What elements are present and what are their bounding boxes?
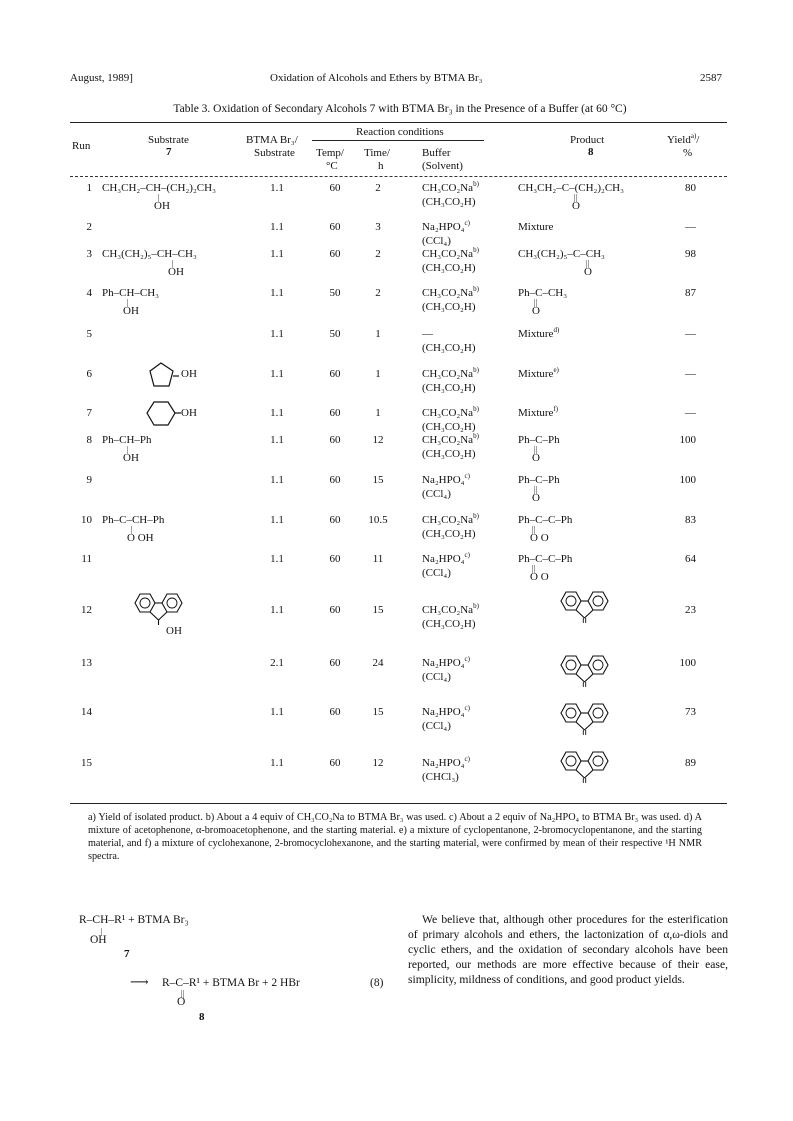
temperature: 60 (329, 757, 341, 769)
solvent: (CH₃CO₂H) (422, 448, 476, 460)
btma-ratio: 1.1 (270, 182, 284, 194)
solvent: (CCl₄) (422, 488, 451, 500)
run-number: 8 (86, 434, 92, 446)
buffer-salt (422, 757, 470, 770)
scheme-product: R–C–R¹ + BTMA Br + 2 HBr (162, 977, 300, 989)
temperature: 60 (329, 706, 341, 718)
buffer-name: CH₃CO₂Na (422, 514, 474, 526)
buffer-footnote-mark: b) (473, 602, 479, 610)
double-bond-mark: || (532, 564, 536, 573)
temperature: 50 (329, 328, 341, 340)
col-substrate-num: 7 (166, 146, 172, 158)
solvent: (CH₃CO₂H) (422, 196, 476, 208)
time: 15 (372, 474, 384, 486)
yield-value: 73 (685, 706, 696, 718)
buffer-name: CH₃CO₂Na (422, 434, 474, 446)
solvent: (CH₃CO₂H) (422, 618, 476, 630)
double-bond-mark: || (534, 298, 538, 307)
buffer-footnote-mark: c) (464, 219, 470, 227)
table-bottom-rule (70, 803, 727, 804)
temperature: 60 (329, 474, 341, 486)
table-footnotes: a) Yield of isolated product. b) About a 4 equiv of CH₃CO₂Na to BTMA Br₃ was used. c) About a 2 equiv of Na₂HPO₄ to BTMA Br₃ was used. d) A mixture of acetophenone, α-bromoacetophenone, and the starting material. e) a mixture of cyclopentanone, 2-bromocyclopentanone, and the starting material, and f) a mixture of cyclohexanone, 2-bromocyclohexanone, and the starting material, were confirmed by mean of their respective ¹H NMR spectra. (88, 812, 702, 862)
btma-ratio: 1.1 (270, 604, 284, 616)
product-name: Ph–C–CH₃ (518, 287, 568, 299)
product-name: Ph–C–C–Ph (518, 553, 573, 565)
buffer-footnote-mark: c) (464, 551, 470, 559)
substrate-hydroxyl: O OH (127, 532, 154, 544)
buffer-salt (422, 182, 479, 195)
buffer-name: CH₃CO₂Na (422, 368, 474, 380)
yield-value: — (685, 368, 696, 380)
buffer-footnote-mark: c) (464, 704, 470, 712)
buffer-salt (422, 553, 470, 566)
buffer-footnote-mark: b) (473, 180, 479, 188)
buffer-footnote-mark: c) (464, 755, 470, 763)
buffer-salt (422, 407, 479, 420)
btma-ratio: 1.1 (270, 287, 284, 299)
col-temp-1: Temp/ (316, 147, 344, 159)
yield-value: 87 (685, 287, 696, 299)
buffer-footnote-mark: b) (473, 512, 479, 520)
time: 2 (375, 182, 381, 194)
product-name: Ph–C–C–Ph (518, 514, 573, 526)
buffer-name: CH₃CO₂Na (422, 248, 474, 260)
scheme-arrow: ⟶ (130, 974, 149, 989)
temperature: 60 (329, 182, 341, 194)
col-conditions: Reaction conditions (356, 126, 444, 138)
col-run: Run (72, 140, 91, 152)
scheme-double-bond-mark: || (181, 989, 185, 998)
buffer-name: Na₂HPO₄ (422, 657, 465, 669)
substrate-hydroxyl: OH (123, 305, 139, 317)
buffer-name: Na₂HPO₄ (422, 553, 465, 565)
buffer-salt (422, 434, 479, 447)
temperature: 60 (329, 248, 341, 260)
solvent: (CH₃CO₂H) (422, 301, 476, 313)
bond-mark: | (127, 298, 129, 307)
buffer-footnote-mark: b) (473, 285, 479, 293)
temperature: 60 (329, 657, 341, 669)
scheme-product-num: 8 (199, 1011, 205, 1023)
buffer-name: Na₂HPO₄ (422, 757, 465, 769)
time: 24 (372, 657, 384, 669)
bond-mark: | (131, 525, 133, 534)
btma-ratio: 1.1 (270, 221, 284, 233)
solvent: (CH₃CO₂H) (422, 342, 476, 354)
yield-value: 23 (685, 604, 696, 616)
col-yield-unit: % (683, 147, 693, 159)
col-time-1: Time/ (364, 147, 390, 159)
product-name: Mixture (518, 328, 554, 340)
buffer-footnote-mark: b) (473, 405, 479, 413)
yield-value: — (685, 221, 696, 233)
buffer-salt (422, 221, 470, 234)
product-carbonyl: O (532, 452, 540, 464)
substrate-formula: Ph–CH–CH₃ (102, 287, 160, 299)
bond-mark: | (158, 193, 160, 202)
buffer-salt (422, 474, 470, 487)
run-number: 9 (86, 474, 92, 486)
double-bond-mark: || (532, 525, 536, 534)
equation-number: (8) (370, 977, 384, 989)
temperature: 60 (329, 604, 341, 616)
buffer-salt (422, 514, 479, 527)
product-formula (518, 434, 560, 447)
time: 1 (375, 407, 381, 419)
scheme-bond-mark: | (101, 927, 103, 936)
product-formula (518, 474, 560, 487)
time: 12 (372, 757, 384, 769)
buffer-salt (422, 604, 479, 617)
product-name: Mixture (518, 407, 554, 419)
yield-value: — (685, 407, 696, 419)
btma-ratio: 1.1 (270, 474, 284, 486)
product-name: Mixture (518, 221, 554, 233)
run-number: 14 (81, 706, 92, 718)
col-ratio-1: BTMA Br₃/ (246, 134, 298, 146)
run-number: 15 (81, 757, 92, 769)
buffer-name: — (422, 328, 433, 340)
time: 15 (372, 706, 384, 718)
product-name: Mixture (518, 368, 554, 380)
buffer-salt (422, 368, 479, 381)
substrate-formula: CH₃(CH₂)₅–CH–CH₃ (102, 248, 197, 260)
running-header-date: August, 1989] (70, 72, 133, 84)
product-footnote-mark: d) (553, 326, 560, 334)
solvent: (CH₃CO₂H) (422, 528, 476, 540)
solvent: (CH₃CO₂H) (422, 262, 476, 274)
buffer-name: Na₂HPO₄ (422, 474, 465, 486)
time: 12 (372, 434, 384, 446)
btma-ratio: 1.1 (270, 553, 284, 565)
run-number: 5 (86, 328, 92, 340)
double-bond-mark: || (586, 259, 590, 268)
product-formula (518, 407, 558, 420)
product-name: CH₃CH₂–C–(CH₂)₂CH₃ (518, 182, 624, 194)
cyclohexanol-ring-icon (145, 398, 185, 430)
solvent: (CH₃CO₂H) (422, 382, 476, 394)
run-number: 1 (86, 182, 92, 194)
btma-ratio: 1.1 (270, 514, 284, 526)
product-carbonyl: O O (530, 532, 549, 544)
btma-ratio: 1.1 (270, 434, 284, 446)
product-carbonyl: O (532, 492, 540, 504)
run-number: 13 (81, 657, 92, 669)
product-formula (518, 514, 572, 527)
product-formula (518, 221, 553, 234)
temperature: 60 (329, 368, 341, 380)
buffer-footnote-mark: b) (473, 432, 479, 440)
col-buffer-1: Buffer (422, 147, 451, 159)
product-carbonyl: O O (530, 571, 549, 583)
yield-value: 89 (685, 757, 696, 769)
page-number: 2587 (700, 72, 722, 84)
buffer-footnote-mark: b) (473, 246, 479, 254)
buffer-name: CH₃CO₂Na (422, 182, 474, 194)
solvent: (CH₃CO₂H) (422, 421, 476, 433)
double-bond-mark: || (534, 445, 538, 454)
fluorenone-structure-icon (557, 700, 617, 742)
temperature: 60 (329, 514, 341, 526)
run-number: 7 (86, 407, 92, 419)
col-yield: Yield$^{a)}$/ (667, 132, 700, 146)
temperature: 60 (329, 553, 341, 565)
product-name: Ph–C–Ph (518, 474, 560, 486)
substrate-hydroxyl: OH (181, 407, 197, 419)
yield-value: 64 (685, 553, 696, 565)
yield-value: 100 (679, 657, 696, 669)
substrate-hydroxyl: OH (181, 368, 197, 380)
substrate-hydroxyl: OH (154, 200, 170, 212)
solvent: (CCl₄) (422, 235, 451, 247)
time: 11 (372, 553, 384, 565)
scheme-reactant-oh: OH (90, 934, 107, 946)
buffer-name: Na₂HPO₄ (422, 221, 465, 233)
btma-ratio: 1.1 (270, 706, 284, 718)
fluorenone-structure-icon (557, 748, 617, 790)
run-number: 10 (81, 514, 92, 526)
buffer-salt (422, 328, 433, 341)
product-formula (518, 368, 559, 381)
substrate-hydroxyl: OH (166, 625, 182, 637)
time: 10.5 (368, 514, 388, 526)
product-name: CH₃(CH₂)₅–C–CH₃ (518, 248, 605, 260)
temperature: 60 (329, 221, 341, 233)
yield-value: 98 (685, 248, 696, 260)
btma-ratio: 1.1 (270, 757, 284, 769)
col-product: Product (570, 134, 605, 146)
time: 1 (375, 368, 381, 380)
yield-value: 83 (685, 514, 696, 526)
bond-mark: | (127, 445, 129, 454)
substrate-formula: CH₃CH₂–CH–(CH₂)₂CH₃ (102, 182, 216, 194)
col-product-num: 8 (588, 146, 594, 158)
product-formula (518, 182, 624, 195)
time: 2 (375, 248, 381, 260)
btma-ratio: 1.1 (270, 368, 284, 380)
col-substrate: Substrate (148, 134, 189, 146)
fluorenone-structure-icon (557, 652, 617, 694)
run-number: 6 (86, 368, 92, 380)
solvent: (CHCl₃) (422, 771, 459, 783)
double-bond-mark: || (534, 485, 538, 494)
col-buffer-2: (Solvent) (422, 160, 463, 172)
scheme-reactant-num: 7 (124, 948, 130, 960)
buffer-name: Na₂HPO₄ (422, 706, 465, 718)
double-bond-mark: || (574, 193, 578, 202)
solvent: (CCl₄) (422, 671, 451, 683)
run-number: 2 (86, 221, 92, 233)
solvent: (CCl₄) (422, 720, 451, 732)
buffer-salt (422, 248, 479, 261)
cyclopentanol-ring-icon (147, 360, 181, 394)
product-formula (518, 553, 572, 566)
scheme-product-o: O (177, 996, 186, 1008)
buffer-name: CH₃CO₂Na (422, 604, 474, 616)
buffer-footnote-mark: c) (464, 655, 470, 663)
product-footnote-mark: e) (553, 366, 559, 374)
buffer-name: CH₃CO₂Na (422, 287, 474, 299)
yield-value: — (685, 328, 696, 340)
col-temp-2: °C (326, 160, 338, 172)
time: 15 (372, 604, 384, 616)
run-number: 4 (86, 287, 92, 299)
body-paragraph: We believe that, although other procedures for the esterification of primary alcohols and ethers, the lactonization of α,ω-diols and cyclic ethers, and the oxidation of secondary alcohols have been reported, our methods are more effective because of their ease, simplicity, mildness of conditions, and good product yields. (408, 913, 728, 986)
run-number: 3 (86, 248, 92, 260)
temperature: 60 (329, 434, 341, 446)
btma-ratio: 1.1 (270, 407, 284, 419)
buffer-footnote-mark: b) (473, 366, 479, 374)
running-header-title: Oxidation of Alcohols and Ethers by BTMA Br₃ (270, 72, 483, 84)
conditions-rule (312, 140, 484, 141)
run-number: 11 (81, 553, 92, 565)
table-top-rule (70, 122, 727, 123)
btma-ratio: 2.1 (270, 657, 284, 669)
buffer-salt (422, 706, 470, 719)
buffer-salt (422, 657, 470, 670)
table-caption: Table 3. Oxidation of Secondary Alcohols 7 with BTMA Br₃ in the Presence of a Buffer (at 60 °C) (173, 103, 627, 115)
yield-value: 100 (679, 434, 696, 446)
header-rule (70, 176, 727, 177)
time: 3 (375, 221, 381, 233)
substrate-formula: Ph–C–CH–Ph (102, 514, 165, 526)
col-ratio-2: Substrate (254, 147, 295, 159)
yield-value: 100 (679, 474, 696, 486)
bond-mark: | (172, 259, 174, 268)
substrate-hydroxyl: OH (168, 266, 184, 278)
temperature: 50 (329, 287, 341, 299)
product-footnote-mark: f) (553, 405, 559, 413)
product-carbonyl: O (584, 266, 592, 278)
substrate-formula: Ph–CH–Ph (102, 434, 152, 446)
buffer-salt (422, 287, 479, 300)
run-number: 12 (81, 604, 92, 616)
time: 2 (375, 287, 381, 299)
btma-ratio: 1.1 (270, 248, 284, 260)
temperature: 60 (329, 407, 341, 419)
fluorenone-structure-icon (557, 588, 617, 630)
yield-value: 80 (685, 182, 696, 194)
time: 1 (375, 328, 381, 340)
buffer-name: CH₃CO₂Na (422, 407, 474, 419)
scheme-reactant: R–CH–R¹ + BTMA Br₃ (79, 914, 189, 926)
product-carbonyl: O (532, 305, 540, 317)
product-carbonyl: O (572, 200, 580, 212)
col-time-2: h (378, 160, 384, 172)
product-formula (518, 248, 605, 261)
fluorenol-structure-icon (131, 590, 191, 632)
btma-ratio: 1.1 (270, 328, 284, 340)
buffer-footnote-mark: c) (464, 472, 470, 480)
product-name: Ph–C–Ph (518, 434, 560, 446)
solvent: (CCl₄) (422, 567, 451, 579)
substrate-hydroxyl: OH (123, 452, 139, 464)
product-formula (518, 287, 567, 300)
product-formula (518, 328, 559, 341)
